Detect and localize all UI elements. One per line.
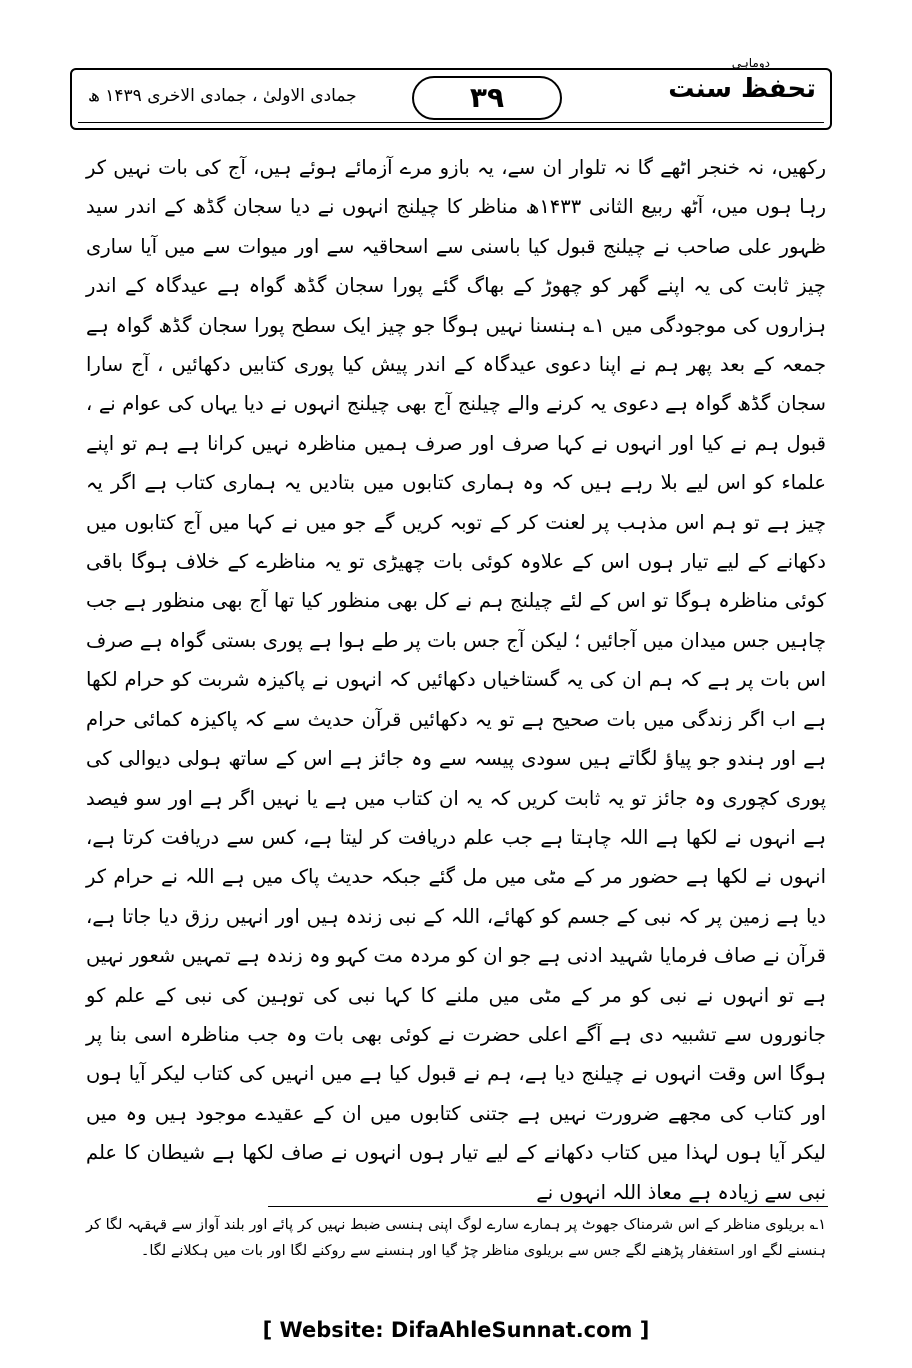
page-number: ۳۹ [412,76,562,120]
footnote-text: ۱؎ بریلوی مناظر کے اس شرمناک جھوٹ پر ہمارے سارے لوگ اپنی ہنسی ضبط نہیں کر پائے اور بلند آواز سے قہقہہ لگا کر ہنسنے لگے اور استغفار پڑھنے لگے جس سے بریلوی مناظر چڑ گیا اور ہنسنے سے روکنے لگا اور بات میں ہکلانے لگا۔ [86,1217,826,1259]
issue-date: جمادی الاولیٰ ، جمادی الاخری ۱۴۳۹ ھ [88,86,357,106]
footnote [86,1212,826,1264]
article-body [86,148,826,1212]
body-paragraph: رکھیں، نہ خنجر اٹھے گا نہ تلوار ان سے، یہ بازو مرے آزمائے ہوئے ہیں، آج کی بات نہیں کر رہا ہوں میں، آٹھ ربیع الثانی ۱۴۳۳ھ مناظر کا چیلنج انہوں نے دیا سجان گڈھ کے اندر سید ظہور علی صاحب نے چیلنج قبول کیا باسنی سے اسحاقیہ سے اور میوات سے میں آیا ساری چیز ثابت کی یہ اپنے گھر کو چھوڑ کے بھاگ گئے پورا سجان گڈھ گواہ ہے عیدگاہ کے اندر ہزاروں کی موجودگی میں ۱؎ ہنسنا نہیں ہوگا جو چیز ایک سطح پورا سجان گڈھ گواہ ہے جمعہ کے بعد پھر ہم نے اپنا دعوی عیدگاہ کے اندر پیش کیا پوری کتابیں دکھائیں ، آج سارا سجان گڈھ گواہ ہے دعوی یہ کرنے والے چیلنج آج بھی چیلنج انہوں نے دیا یہاں کی عوام نے ، قبول ہم نے کیا اور انہوں نے کہا صرف اور صرف ہمیں مناظرہ نہیں کرانا ہے ہم تو اپنے علماء کو اس لیے بلا رہے ہیں کہ وہ ہماری کتابوں میں بتادیں یہ ہماری کتاب ہے اگر یہ چیز ہے تو ہم اس مذہب پر لعنت کر کے توبہ کریں گے جو میں نے کہا میں آج کتابوں میں دکھانے کے لیے تیار ہوں اس کے علاوہ کوئی بات چھیڑی تو یہ مناظرے کے خلاف ہوگا باقی کوئی مناظرہ ہوگا تو اس کے لئے چیلنج ہم نے کل بھی منظور کیا تھا آج بھی منظور ہے جب چاہیں جس میدان میں آجائیں ؛ لیکن آج جس بات پر طے ہوا ہے پوری بستی گواہ ہے صرف اس بات پر ہے کہ ہم ان کی یہ گستاخیاں دکھائیں کہ انہوں نے پاکیزہ شربت کو حرام لکھا ہے اب اگر زندگی میں بات صحیح ہے تو یہ دکھائیں قرآن حدیث سے کہ پاکیزہ کمائی حرام ہے اور ہندو جو پیاؤ لگاتے ہیں سودی پیسہ سے وہ جائز ہے اس کے ساتھ ہولی دیوالی کی پوری کچوری وہ جائز تو یہ ثابت کریں کہ یہ ان کتاب میں ہے یا نہیں اگر ہے اور سو فیصد ہے انہوں نے لکھا ہے اللہ چاہتا ہے جب علم دریافت کر لیتا ہے، کس سے دریافت کرتا ہے، انہوں نے لکھا ہے حضور مر کے مٹی میں مل گئے جبکہ حدیث پاک میں ہے اللہ نے حرام کر دیا ہے زمین پر کہ نبی کے جسم کو کھائے، اللہ کے نبی زندہ ہیں اور انہیں رزق دیا جاتا ہے، قرآن نے صاف فرمایا شہید ادنی ہے جو ان کو مردہ مت کہو وہ زندہ ہے تمہیں شعور نہیں ہے تو انہوں نے نبی کو مر کے مٹی میں ملنے کا کہا نبی کی توہین کی نبی کے علم کو جانوروں سے تشبیہ دی ہے آگے اعلی حضرت نے کوئی بھی بات وہ جب مناظرہ اسی بنا پر ہوگا اس وقت انہوں نے چیلنج دیا ہے، ہم نے قبول کیا ہے میں انہیں کی کتاب لیکر آیا ہوں اور کتاب کی مجھے ضرورت نہیں ہے جتنی کتابوں میں ان کے عقیدے موجود ہیں وہ میں لیکر آیا ہوں لہذا میں کتاب دکھانے کے لیے تیار ہوں انہوں نے صاف لکھا ہے شیطان کا علم نبی سے زیادہ ہے معاذ اللہ انہوں نے [86,156,826,1204]
website-footer: [ Website: DifaAhleSunnat.com ] [262,1318,650,1342]
footnote-divider [268,1206,828,1207]
page-header [70,56,832,130]
header-divider [78,122,824,123]
magazine-subtitle: دوماہی [731,56,770,70]
magazine-title: تحفظ سنت [668,74,816,104]
